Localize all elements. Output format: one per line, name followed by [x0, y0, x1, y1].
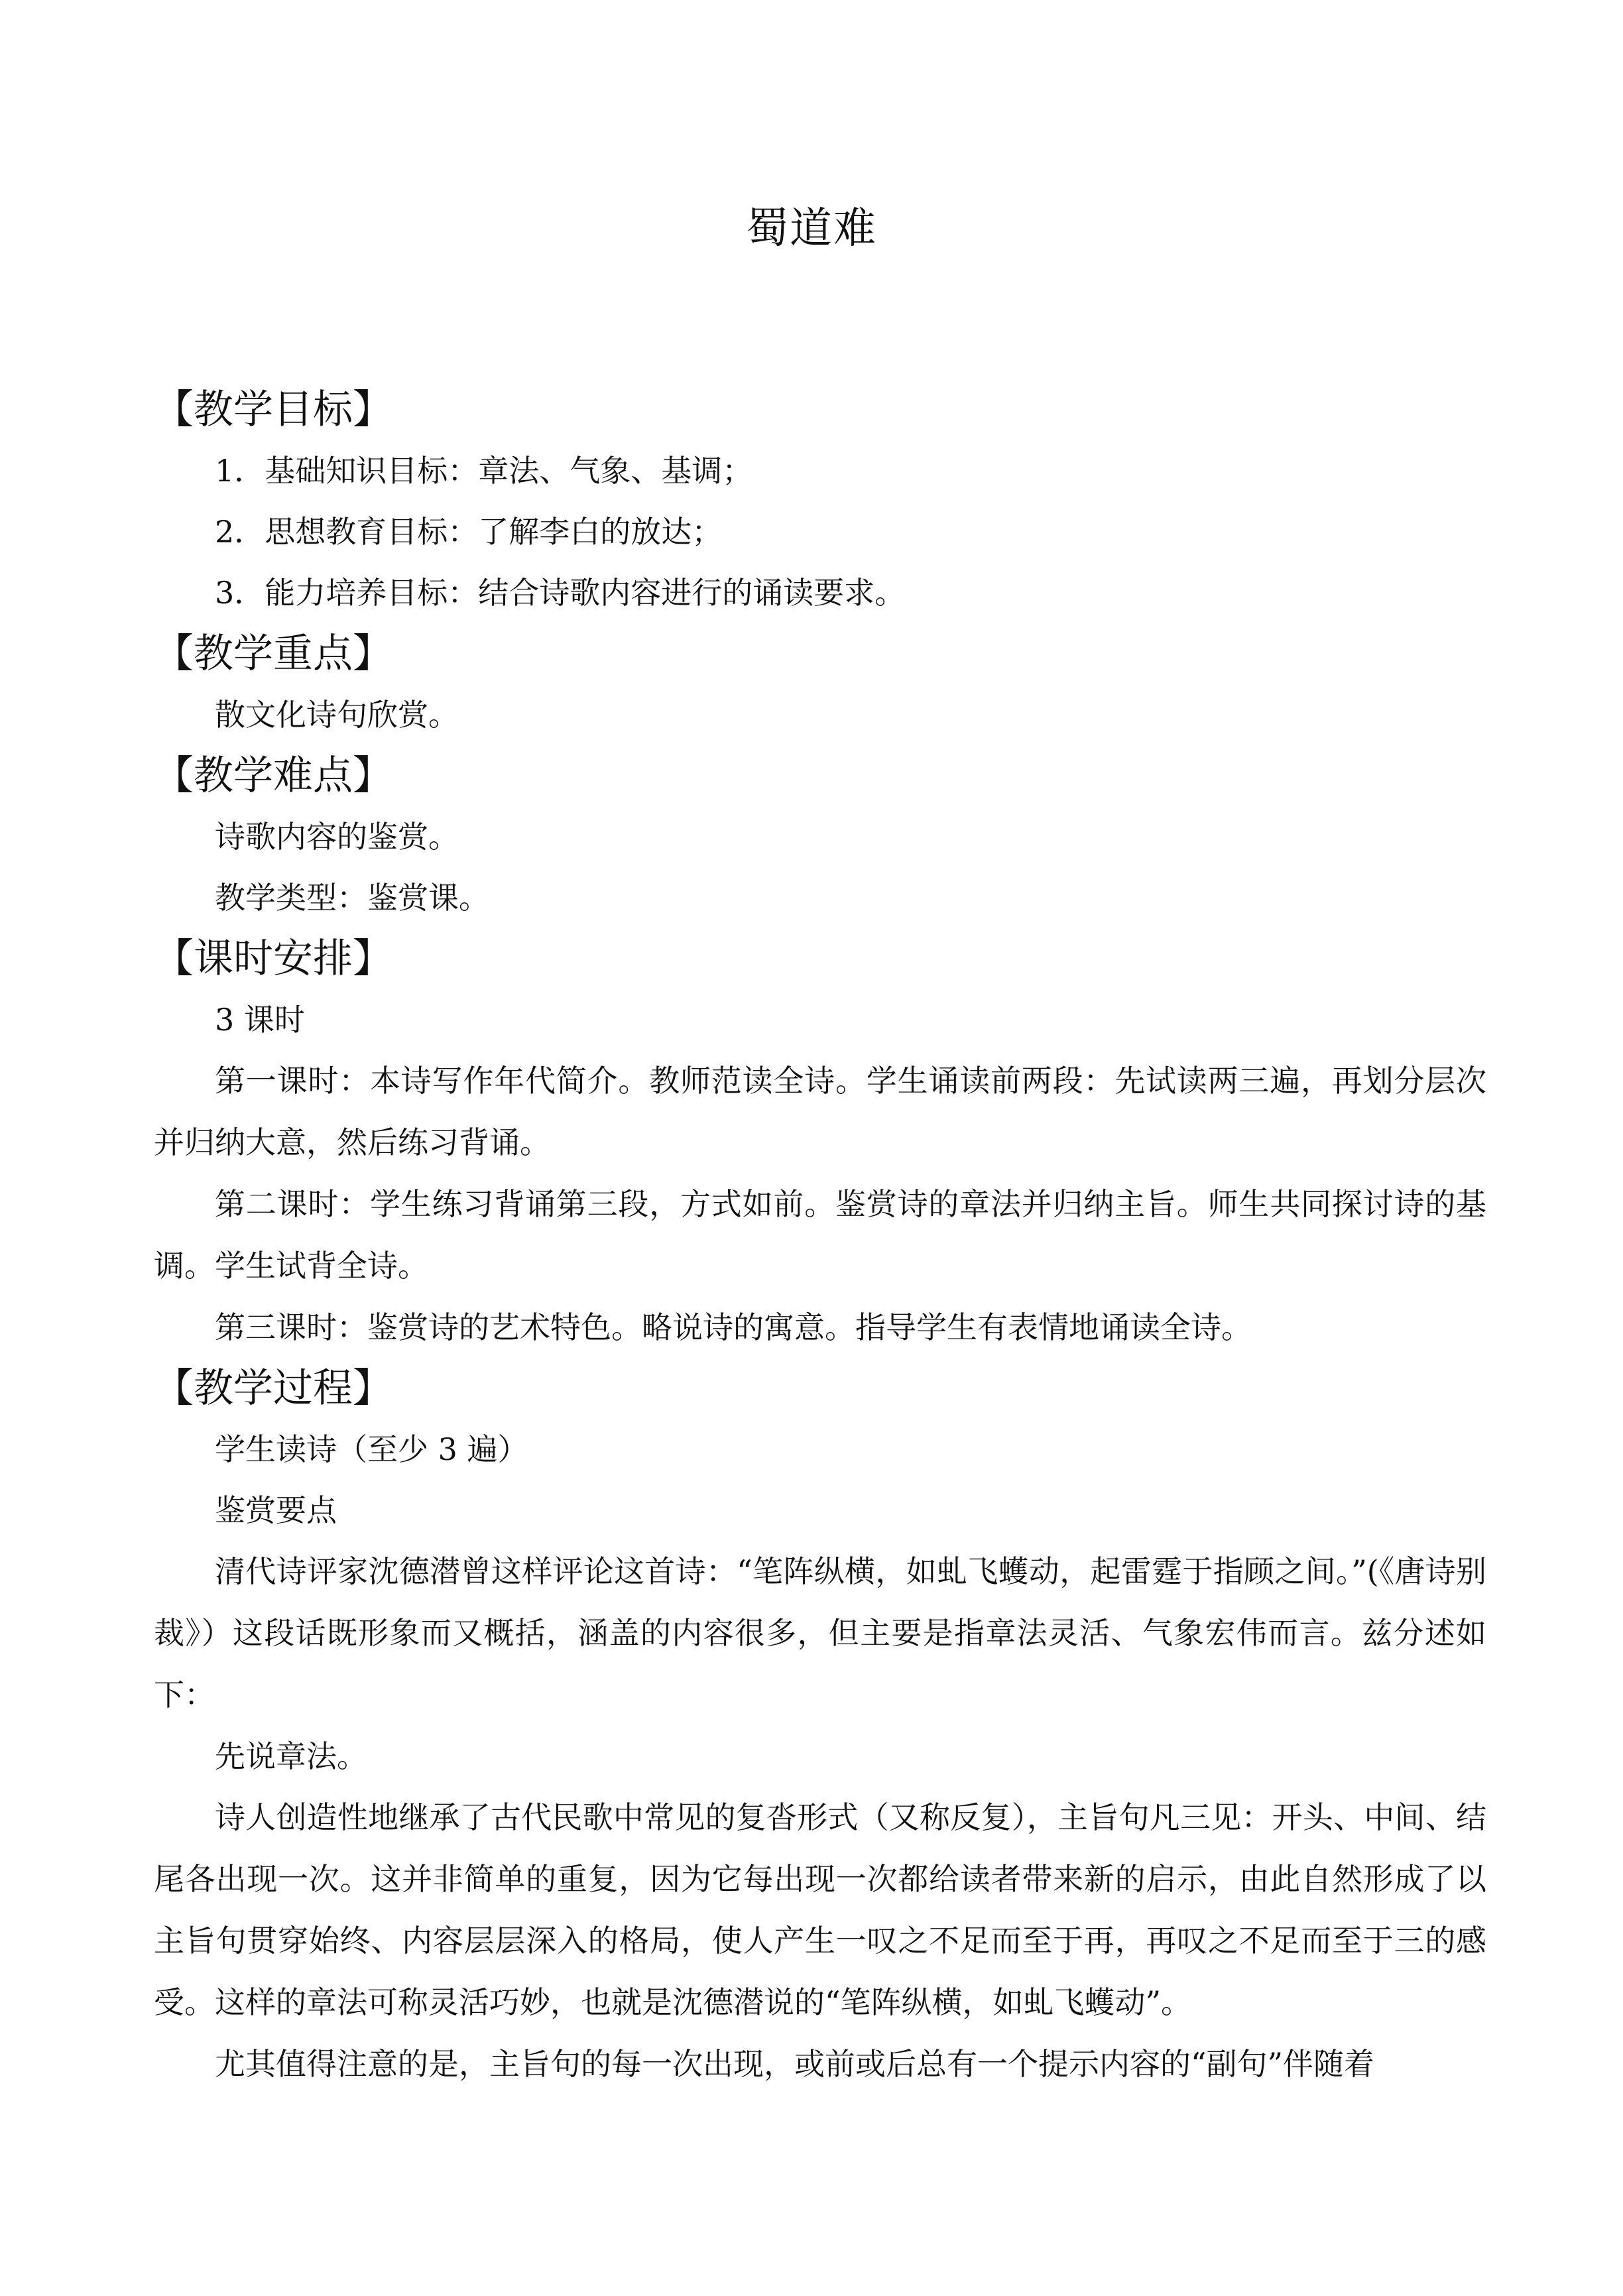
section-heading: 【课时安排】 — [154, 936, 392, 982]
document-title: 蜀道难 — [746, 204, 877, 253]
paragraph: 清代诗评家沈德潜曾这样评论这首诗：“笔阵纵横，如虬飞蠖动，起雷霆于指顾之间。”(《唐诗别裁》）这段话既形象而又概括，涵盖的内容很多，但主要是指章法灵活、气象宏伟而言。兹分述如下： — [154, 1553, 1486, 1713]
paragraph: 第三课时：鉴赏诗的艺术特色。略说诗的寓意。指导学生有表情地诵读全诗。 — [215, 1309, 1252, 1345]
paragraph: 学生读诗（至少 3 遍） — [215, 1431, 528, 1467]
paragraph: 先说章法。 — [215, 1738, 367, 1774]
paragraph: 教学类型：鉴赏课。 — [215, 880, 489, 916]
paragraph: 鉴赏要点 — [215, 1492, 337, 1528]
paragraph: 第一课时：本诗写作年代简介。教师范读全诗。学生诵读前两段：先试读两三遍，再划分层次并归纳大意，然后练习背诵。 — [154, 1063, 1486, 1160]
section-teaching-difficulty — [154, 745, 1486, 928]
paragraph: 散文化诗句欣赏。 — [215, 697, 459, 733]
section-heading: 【教学难点】 — [154, 753, 392, 799]
section-schedule — [154, 928, 1486, 1358]
section-heading: 【教学目标】 — [154, 387, 392, 433]
paragraph: 1．基础知识目标：章法、气象、基调； — [215, 453, 753, 489]
section-teaching-process — [154, 1358, 1486, 2094]
paragraph: 2．思想教育目标：了解李白的放达； — [215, 514, 723, 550]
paragraph: 3．能力培养目标：结合诗歌内容进行的诵读要求。 — [215, 575, 906, 611]
paragraph: 第二课时：学生练习背诵第三段，方式如前。鉴赏诗的章法并归纳主旨。师生共同探讨诗的基调。学生试背全诗。 — [154, 1186, 1486, 1284]
paragraph: 尤其值得注意的是，主旨句的每一次出现，或前或后总有一个提示内容的“副句”伴随着 — [215, 2046, 1375, 2082]
section-teaching-focus — [154, 623, 1486, 745]
document-body — [154, 379, 1486, 2094]
section-heading: 【教学过程】 — [154, 1365, 392, 1412]
paragraph: 诗人创造性地继承了古代民歌中常见的复沓形式（又称反复），主旨句凡三见：开头、中间、结尾各出现一次。这并非简单的重复，因为它每出现一次都给读者带来新的启示，由此自然形成了以主旨句贯穿始终、内容层层深入的格局，使人产生一叹之不足而至于再，再叹之不足而至于三的感受。这样的章法可称灵活巧妙，也就是沈德潜说的“笔阵纵横，如虬飞蠖动”。 — [154, 1799, 1486, 2020]
section-heading: 【教学重点】 — [154, 631, 392, 677]
paragraph: 诗歌内容的鉴赏。 — [215, 819, 459, 855]
paragraph: 3 课时 — [215, 1002, 305, 1038]
section-teaching-goals — [154, 379, 1486, 623]
